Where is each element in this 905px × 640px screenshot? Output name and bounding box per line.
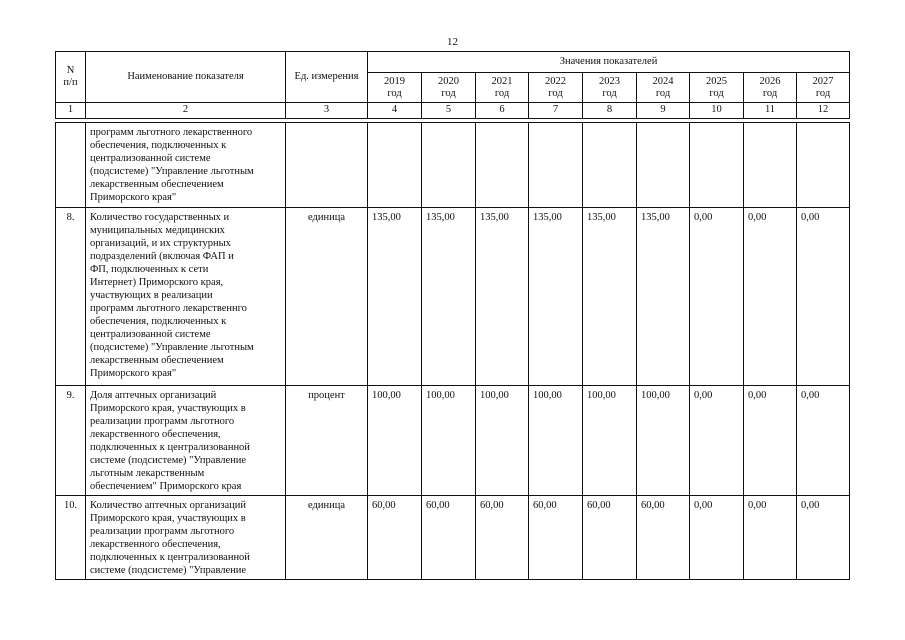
value-2019: 60,00 xyxy=(368,496,422,580)
header-year-2023: 2023 год xyxy=(583,73,637,103)
row-number: 8. xyxy=(56,208,86,386)
indicator-name: Количество государственных и муниципальных медицинских организаций, и их структурных подразделений (включая ФАП и ФП, подключенных к сети Интернет) Приморского края, участвующих в реализации программ льготного лекарственнго обеспечения, подключенных к централизованной системе (подсистеме) "Управление льготным лекарственным обеспечением Приморского края" xyxy=(86,208,286,386)
value-2019: 100,00 xyxy=(368,386,422,496)
column-number: 11 xyxy=(744,103,797,119)
value-2024: 100,00 xyxy=(637,386,690,496)
value-2023: 100,00 xyxy=(583,386,637,496)
value-2027: 0,00 xyxy=(797,208,850,386)
value-2021: 100,00 xyxy=(476,386,529,496)
table-row xyxy=(56,386,850,496)
unit-of-measure xyxy=(286,123,368,208)
value-2026: 0,00 xyxy=(744,208,797,386)
value-2025: 0,00 xyxy=(690,208,744,386)
header-year-2024: 2024 год xyxy=(637,73,690,103)
value-2022: 60,00 xyxy=(529,496,583,580)
indicator-table xyxy=(55,122,850,580)
value-2027: 0,00 xyxy=(797,386,850,496)
value-2021: 135,00 xyxy=(476,208,529,386)
column-number: 7 xyxy=(529,103,583,119)
row-number xyxy=(56,123,86,208)
value-2027 xyxy=(797,123,850,208)
row-number: 10. xyxy=(56,496,86,580)
indicator-name: Доля аптечных организаций Приморского края, участвующих в реализации программ льготного лекарственного обеспечения, подключенных к централизованной системе (подсистеме) "Управление льготным лекарственным обеспечением" Приморского края xyxy=(86,386,286,496)
header-col-num: N п/п xyxy=(56,52,86,103)
value-2022: 100,00 xyxy=(529,386,583,496)
column-number: 12 xyxy=(797,103,850,119)
value-2023: 60,00 xyxy=(583,496,637,580)
header-year-2025: 2025 год xyxy=(690,73,744,103)
header-year-2019: 2019 год xyxy=(368,73,422,103)
column-number: 10 xyxy=(690,103,744,119)
value-2022: 135,00 xyxy=(529,208,583,386)
column-number: 3 xyxy=(286,103,368,119)
table-row xyxy=(56,123,850,208)
header-year-2021: 2021 год xyxy=(476,73,529,103)
column-number: 2 xyxy=(86,103,286,119)
value-2020 xyxy=(422,123,476,208)
value-2027: 0,00 xyxy=(797,496,850,580)
value-2024: 135,00 xyxy=(637,208,690,386)
header-year-2027: 2027 год xyxy=(797,73,850,103)
value-2022 xyxy=(529,123,583,208)
table-row xyxy=(56,496,850,580)
column-number: 8 xyxy=(583,103,637,119)
value-2025: 0,00 xyxy=(690,496,744,580)
indicator-name: Количество аптечных организаций Приморского края, участвующих в реализации программ льготного лекарственного обеспечения, подключенных к централизованной системе (подсистеме) "Управление xyxy=(86,496,286,580)
value-2023: 135,00 xyxy=(583,208,637,386)
table-header xyxy=(55,51,850,119)
value-2026: 0,00 xyxy=(744,496,797,580)
header-col-name: Наименование показателя xyxy=(86,52,286,103)
indicator-name: программ льготного лекарственного обеспечения, подключенных к централизованной системе (подсистеме) "Управление льготным лекарственным обеспечением Приморского края" xyxy=(86,123,286,208)
value-2021 xyxy=(476,123,529,208)
value-2023 xyxy=(583,123,637,208)
header-col-unit: Ед. измерения xyxy=(286,52,368,103)
value-2019 xyxy=(368,123,422,208)
header-year-2022: 2022 год xyxy=(529,73,583,103)
column-number: 1 xyxy=(56,103,86,119)
value-2020: 60,00 xyxy=(422,496,476,580)
value-2019: 135,00 xyxy=(368,208,422,386)
value-2024: 60,00 xyxy=(637,496,690,580)
unit-of-measure: процент xyxy=(286,386,368,496)
value-2024 xyxy=(637,123,690,208)
value-2020: 135,00 xyxy=(422,208,476,386)
header-year-2026: 2026 год xyxy=(744,73,797,103)
value-2021: 60,00 xyxy=(476,496,529,580)
value-2025: 0,00 xyxy=(690,386,744,496)
row-number: 9. xyxy=(56,386,86,496)
column-number: 9 xyxy=(637,103,690,119)
unit-of-measure: единица xyxy=(286,208,368,386)
column-number: 4 xyxy=(368,103,422,119)
value-2026 xyxy=(744,123,797,208)
page-number: 12 xyxy=(447,36,458,48)
value-2026: 0,00 xyxy=(744,386,797,496)
value-2025 xyxy=(690,123,744,208)
header-values-group: Значения показателей xyxy=(368,52,850,73)
value-2020: 100,00 xyxy=(422,386,476,496)
unit-of-measure: единица xyxy=(286,496,368,580)
column-number: 5 xyxy=(422,103,476,119)
table-row xyxy=(56,208,850,386)
header-year-2020: 2020 год xyxy=(422,73,476,103)
column-number: 6 xyxy=(476,103,529,119)
